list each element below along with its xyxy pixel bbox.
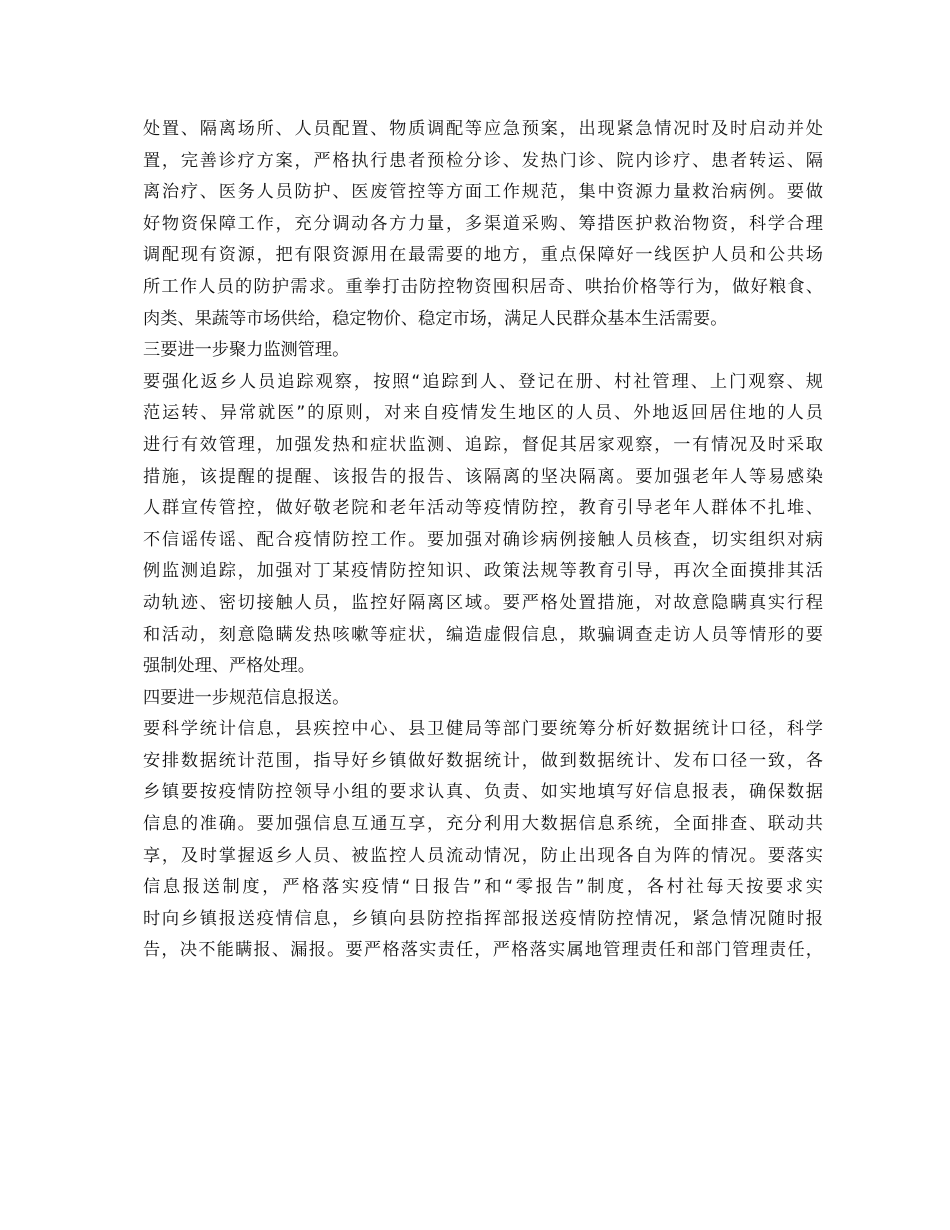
text-line: 安排数据统计范围，指导好乡镇做好数据统计，做到数据统计、发布口径一致，各 (143, 750, 823, 771)
text-line: 乡镇要按疫情防控领导小组的要求认真、负责、如实地填写好信息报表，确保数据 (143, 782, 823, 803)
text-line: 调配现有资源，把有限资源用在最需要的地方，重点保障好一线医护人员和公共场 (143, 245, 823, 266)
text-line: 信息报送制度，严格落实疫情“日报告”和“零报告”制度，各村社每天按要求实 (143, 877, 823, 898)
text-line: 处置、隔离场所、人员配置、物质调配等应急预案，出现紧急情况时及时启动并处 (143, 119, 823, 139)
text-line: 要强化返乡人员追踪观察，按照“追踪到人、登记在册、村社管理、上门观察、规 (143, 371, 823, 392)
text-line: 肉类、果蔬等市场供给，稳定物价、稳定市场，满足人民群众基本生活需要。 (143, 308, 728, 329)
text-line: 四要进一步规范信息报送。 (143, 687, 350, 708)
text-line: 所工作人员的防护需求。重拳打击防控物资囤积居奇、哄抬价格等行为，做好粮食、 (143, 276, 823, 297)
text-line: 置，完善诊疗方案，严格执行患者预检分诊、发热门诊、院内诊疗、患者转运、隔 (143, 150, 823, 171)
text-line: 动轨迹、密切接触人员，监控好隔离区域。要严格处置措施，对故意隐瞒真实行程 (143, 592, 823, 613)
text-line: 离治疗、医务人员防护、医废管控等方面工作规范，集中资源力量救治病例。要做 (143, 182, 823, 203)
text-line: 好物资保障工作，充分调动各方力量，多渠道采购、筹措医护救治物资，科学合理 (143, 213, 823, 234)
text-line: 范运转、异常就医”的原则，对来自疫情发生地区的人员、外地返回居住地的人员 (143, 403, 823, 424)
text-line: 强制处理、严格处理。 (143, 656, 315, 677)
text-line: 享，及时掌握返乡人员、被监控人员流动情况，防止出现各自为阵的情况。要落实 (143, 845, 823, 866)
text-line: 例监测追踪，加强对丁某疫情防控知识、政策法规等教育引导，再次全面摸排其活 (143, 561, 823, 582)
text-line: 告，决不能瞒报、漏报。要严格落实责任，严格落实属地管理责任和部门管理责任， (143, 940, 823, 961)
text-line: 三要进一步聚力监测管理。 (143, 340, 350, 361)
text-line: 要科学统计信息，县疾控中心、县卫健局等部门要统筹分析好数据统计口径，科学 (143, 719, 823, 740)
text-line: 时向乡镇报送疫情信息，乡镇向县防控指挥部报送疫情防控情况，紧急情况随时报 (143, 908, 823, 929)
document-body (143, 114, 823, 967)
text-line: 进行有效管理，加强发热和症状监测、追踪，督促其居家观察，一有情况及时采取 (143, 434, 823, 455)
text-line: 措施，该提醒的提醒、该报告的报告、该隔离的坚决隔离。要加强老年人等易感染 (143, 466, 823, 487)
text-line: 和活动，刻意隐瞒发热咳嗽等症状，编造虚假信息，欺骗调查走访人员等情形的要 (143, 624, 823, 645)
text-line: 信息的准确。要加强信息互通互享，充分利用大数据信息系统，全面排查、联动共 (143, 814, 823, 835)
text-line: 人群宣传管控，做好敬老院和老年活动等疫情防控，教育引导老年人群体不扎堆、 (143, 498, 823, 519)
text-line: 不信谣传谣、配合疫情防控工作。要加强对确诊病例接触人员核查，切实组织对病 (143, 529, 823, 550)
